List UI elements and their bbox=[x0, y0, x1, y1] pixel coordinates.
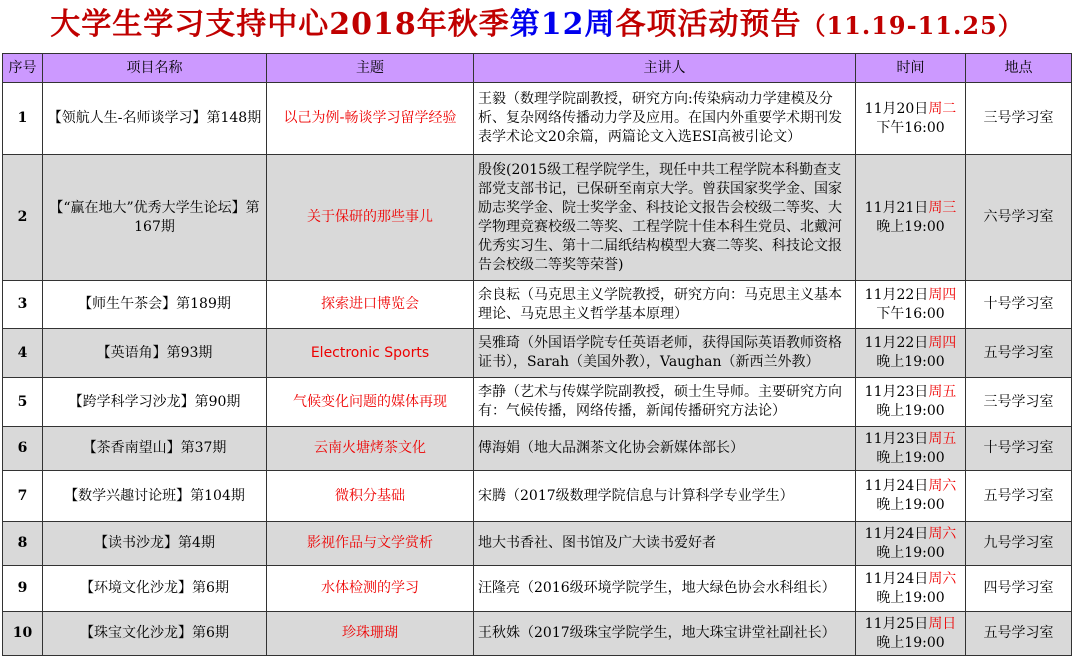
table-header-row bbox=[3, 54, 1072, 83]
topic: 水体检测的学习 bbox=[267, 566, 474, 612]
date: 11月24日 bbox=[864, 478, 929, 494]
weekday: 周五 bbox=[928, 430, 957, 447]
time: 晚上19:00 bbox=[876, 354, 945, 370]
speaker: 李静（艺术与传媒学院副教授，硕士生导师。主要研究方向有：气候传播，网络传播，新闻传播研究方法论） bbox=[474, 378, 856, 427]
weekday: 周日 bbox=[928, 615, 957, 632]
time: 晚上19:00 bbox=[876, 544, 945, 561]
title-suffix: 各项活动预告 bbox=[615, 7, 802, 42]
speaker: 傅海娟（地大品渊茶文化协会新媒体部长） bbox=[474, 427, 856, 471]
location: 十号学习室 bbox=[966, 281, 1072, 329]
table-row bbox=[3, 471, 1072, 522]
time-cell bbox=[856, 378, 966, 427]
header-topic: 主题 bbox=[267, 54, 474, 83]
header-location: 地点 bbox=[966, 54, 1072, 83]
speaker: 宋腾（2017级数理学院信息与计算科学专业学生） bbox=[474, 471, 856, 522]
speaker: 吴雅琦（外国语学院专任英语老师，获得国际英语教师资格证书），Sarah（美国外教），Vaughan（新西兰外教） bbox=[474, 329, 856, 378]
row-number: 7 bbox=[3, 471, 43, 522]
speaker: 王秋姝（2017级珠宝学院学生，地大珠宝讲堂社副社长） bbox=[474, 612, 856, 656]
topic: 云南火塘烤茶文化 bbox=[267, 427, 474, 471]
project-name: 【数学兴趣讨论班】第104期 bbox=[43, 471, 267, 522]
time: 晚上19:00 bbox=[876, 403, 945, 419]
row-number: 6 bbox=[3, 427, 43, 471]
topic: 以己为例-畅谈学习留学经验 bbox=[267, 83, 474, 155]
table-row bbox=[3, 566, 1072, 612]
time-cell bbox=[856, 281, 966, 329]
time-cell bbox=[856, 427, 966, 471]
time-cell bbox=[856, 471, 966, 522]
location: 十号学习室 bbox=[966, 427, 1072, 471]
time-cell bbox=[856, 83, 966, 155]
table-row bbox=[3, 155, 1072, 281]
location: 五号学习室 bbox=[966, 612, 1072, 656]
project-name: 【英语角】第93期 bbox=[43, 329, 267, 378]
row-number: 2 bbox=[3, 155, 43, 281]
date: 11月24日 bbox=[864, 570, 929, 587]
date: 11月24日 bbox=[864, 525, 929, 542]
weekday: 周六 bbox=[928, 478, 957, 494]
table-row bbox=[3, 378, 1072, 427]
header-time: 时间 bbox=[856, 54, 966, 83]
topic: 探索进口博览会 bbox=[267, 281, 474, 329]
date: 11月22日 bbox=[864, 286, 929, 303]
project-name: 【跨学科学习沙龙】第90期 bbox=[43, 378, 267, 427]
table-row bbox=[3, 329, 1072, 378]
weekday: 周六 bbox=[928, 525, 957, 542]
speaker: 汪隆亮（2016级环境学院学生，地大绿色协会水科组长） bbox=[474, 566, 856, 612]
topic: 关于保研的那些事儿 bbox=[267, 155, 474, 281]
topic: Electronic Sports bbox=[267, 329, 474, 378]
project-name: 【师生午茶会】第189期 bbox=[43, 281, 267, 329]
project-name: 【“赢在地大”优秀大学生论坛】第167期 bbox=[43, 155, 267, 281]
weekday: 周五 bbox=[928, 384, 957, 400]
header-speaker: 主讲人 bbox=[474, 54, 856, 83]
date: 11月23日 bbox=[864, 430, 929, 447]
table-row bbox=[3, 83, 1072, 155]
table-row bbox=[3, 281, 1072, 329]
location: 四号学习室 bbox=[966, 566, 1072, 612]
row-number: 3 bbox=[3, 281, 43, 329]
time-cell bbox=[856, 566, 966, 612]
time-cell bbox=[856, 522, 966, 566]
title-prefix: 大学生学习支持中心2018年秋季 bbox=[50, 7, 510, 42]
weekday: 周二 bbox=[928, 100, 957, 117]
date: 11月25日 bbox=[864, 615, 929, 632]
row-number: 5 bbox=[3, 378, 43, 427]
row-number: 4 bbox=[3, 329, 43, 378]
table-row bbox=[3, 612, 1072, 656]
row-number: 1 bbox=[3, 83, 43, 155]
location: 五号学习室 bbox=[966, 329, 1072, 378]
date: 11月21日 bbox=[864, 199, 929, 216]
speaker: 王毅（数理学院副教授，研究方向:传染病动力学建模及分析、复杂网络传播动力学及应用。在国内外重要学术期刊发表学术论文20余篇，两篇论文入选ESI高被引论文） bbox=[474, 83, 856, 155]
time-cell bbox=[856, 329, 966, 378]
project-name: 【领航人生-名师谈学习】第148期 bbox=[43, 83, 267, 155]
time: 晚上19:00 bbox=[876, 449, 945, 466]
location: 三号学习室 bbox=[966, 83, 1072, 155]
time: 下午16:00 bbox=[876, 305, 945, 322]
weekday: 周四 bbox=[928, 335, 957, 351]
header-project: 项目名称 bbox=[43, 54, 267, 83]
date: 11月22日 bbox=[864, 335, 929, 351]
weekday: 周四 bbox=[928, 286, 957, 303]
time: 晚上19:00 bbox=[876, 634, 945, 651]
row-number: 10 bbox=[3, 612, 43, 656]
weekday: 周六 bbox=[928, 570, 957, 587]
topic: 气候变化问题的媒体再现 bbox=[267, 378, 474, 427]
location: 三号学习室 bbox=[966, 378, 1072, 427]
location: 九号学习室 bbox=[966, 522, 1072, 566]
location: 六号学习室 bbox=[966, 155, 1072, 281]
title-week: 第12周 bbox=[509, 7, 616, 42]
table-body bbox=[3, 83, 1072, 656]
project-name: 【环境文化沙龙】第6期 bbox=[43, 566, 267, 612]
activity-table bbox=[2, 53, 1072, 656]
weekday: 周三 bbox=[928, 199, 957, 216]
header-no: 序号 bbox=[3, 54, 43, 83]
speaker: 殷俊(2015级工程学院学生，现任中共工程学院本科勤查支部党支部书记，已保研至南京大学。曾获国家奖学金、国家励志奖学金、院士奖学金、科技论文报告会校级二等奖、大学物理竞赛校级二等奖、工程学院十佳本科生党员、北戴河优秀实习生、第十二届纸结构模型大赛二等奖、科技论文报告会校级二等奖等荣誉) bbox=[474, 155, 856, 281]
speaker: 地大书香社、图书馆及广大读书爱好者 bbox=[474, 522, 856, 566]
project-name: 【读书沙龙】第4期 bbox=[43, 522, 267, 566]
topic: 影视作品与文学赏析 bbox=[267, 522, 474, 566]
table-row bbox=[3, 522, 1072, 566]
date: 11月23日 bbox=[864, 384, 929, 400]
title-dates: （11.19-11.25） bbox=[801, 11, 1023, 40]
time: 晚上19:00 bbox=[876, 497, 945, 513]
time-cell bbox=[856, 155, 966, 281]
date: 11月20日 bbox=[864, 100, 929, 117]
topic: 微积分基础 bbox=[267, 471, 474, 522]
time-cell bbox=[856, 612, 966, 656]
row-number: 9 bbox=[3, 566, 43, 612]
table-row bbox=[3, 427, 1072, 471]
topic: 珍珠珊瑚 bbox=[267, 612, 474, 656]
time: 下午16:00 bbox=[876, 119, 945, 136]
project-name: 【珠宝文化沙龙】第6期 bbox=[43, 612, 267, 656]
location: 五号学习室 bbox=[966, 471, 1072, 522]
time: 晚上19:00 bbox=[876, 589, 945, 606]
time: 晚上19:00 bbox=[876, 218, 945, 235]
speaker: 余良耘（马克思主义学院教授，研究方向：马克思主义基本理论、马克思主义哲学基本原理） bbox=[474, 281, 856, 329]
row-number: 8 bbox=[3, 522, 43, 566]
project-name: 【茶香南望山】第37期 bbox=[43, 427, 267, 471]
page-title bbox=[0, 0, 1073, 52]
